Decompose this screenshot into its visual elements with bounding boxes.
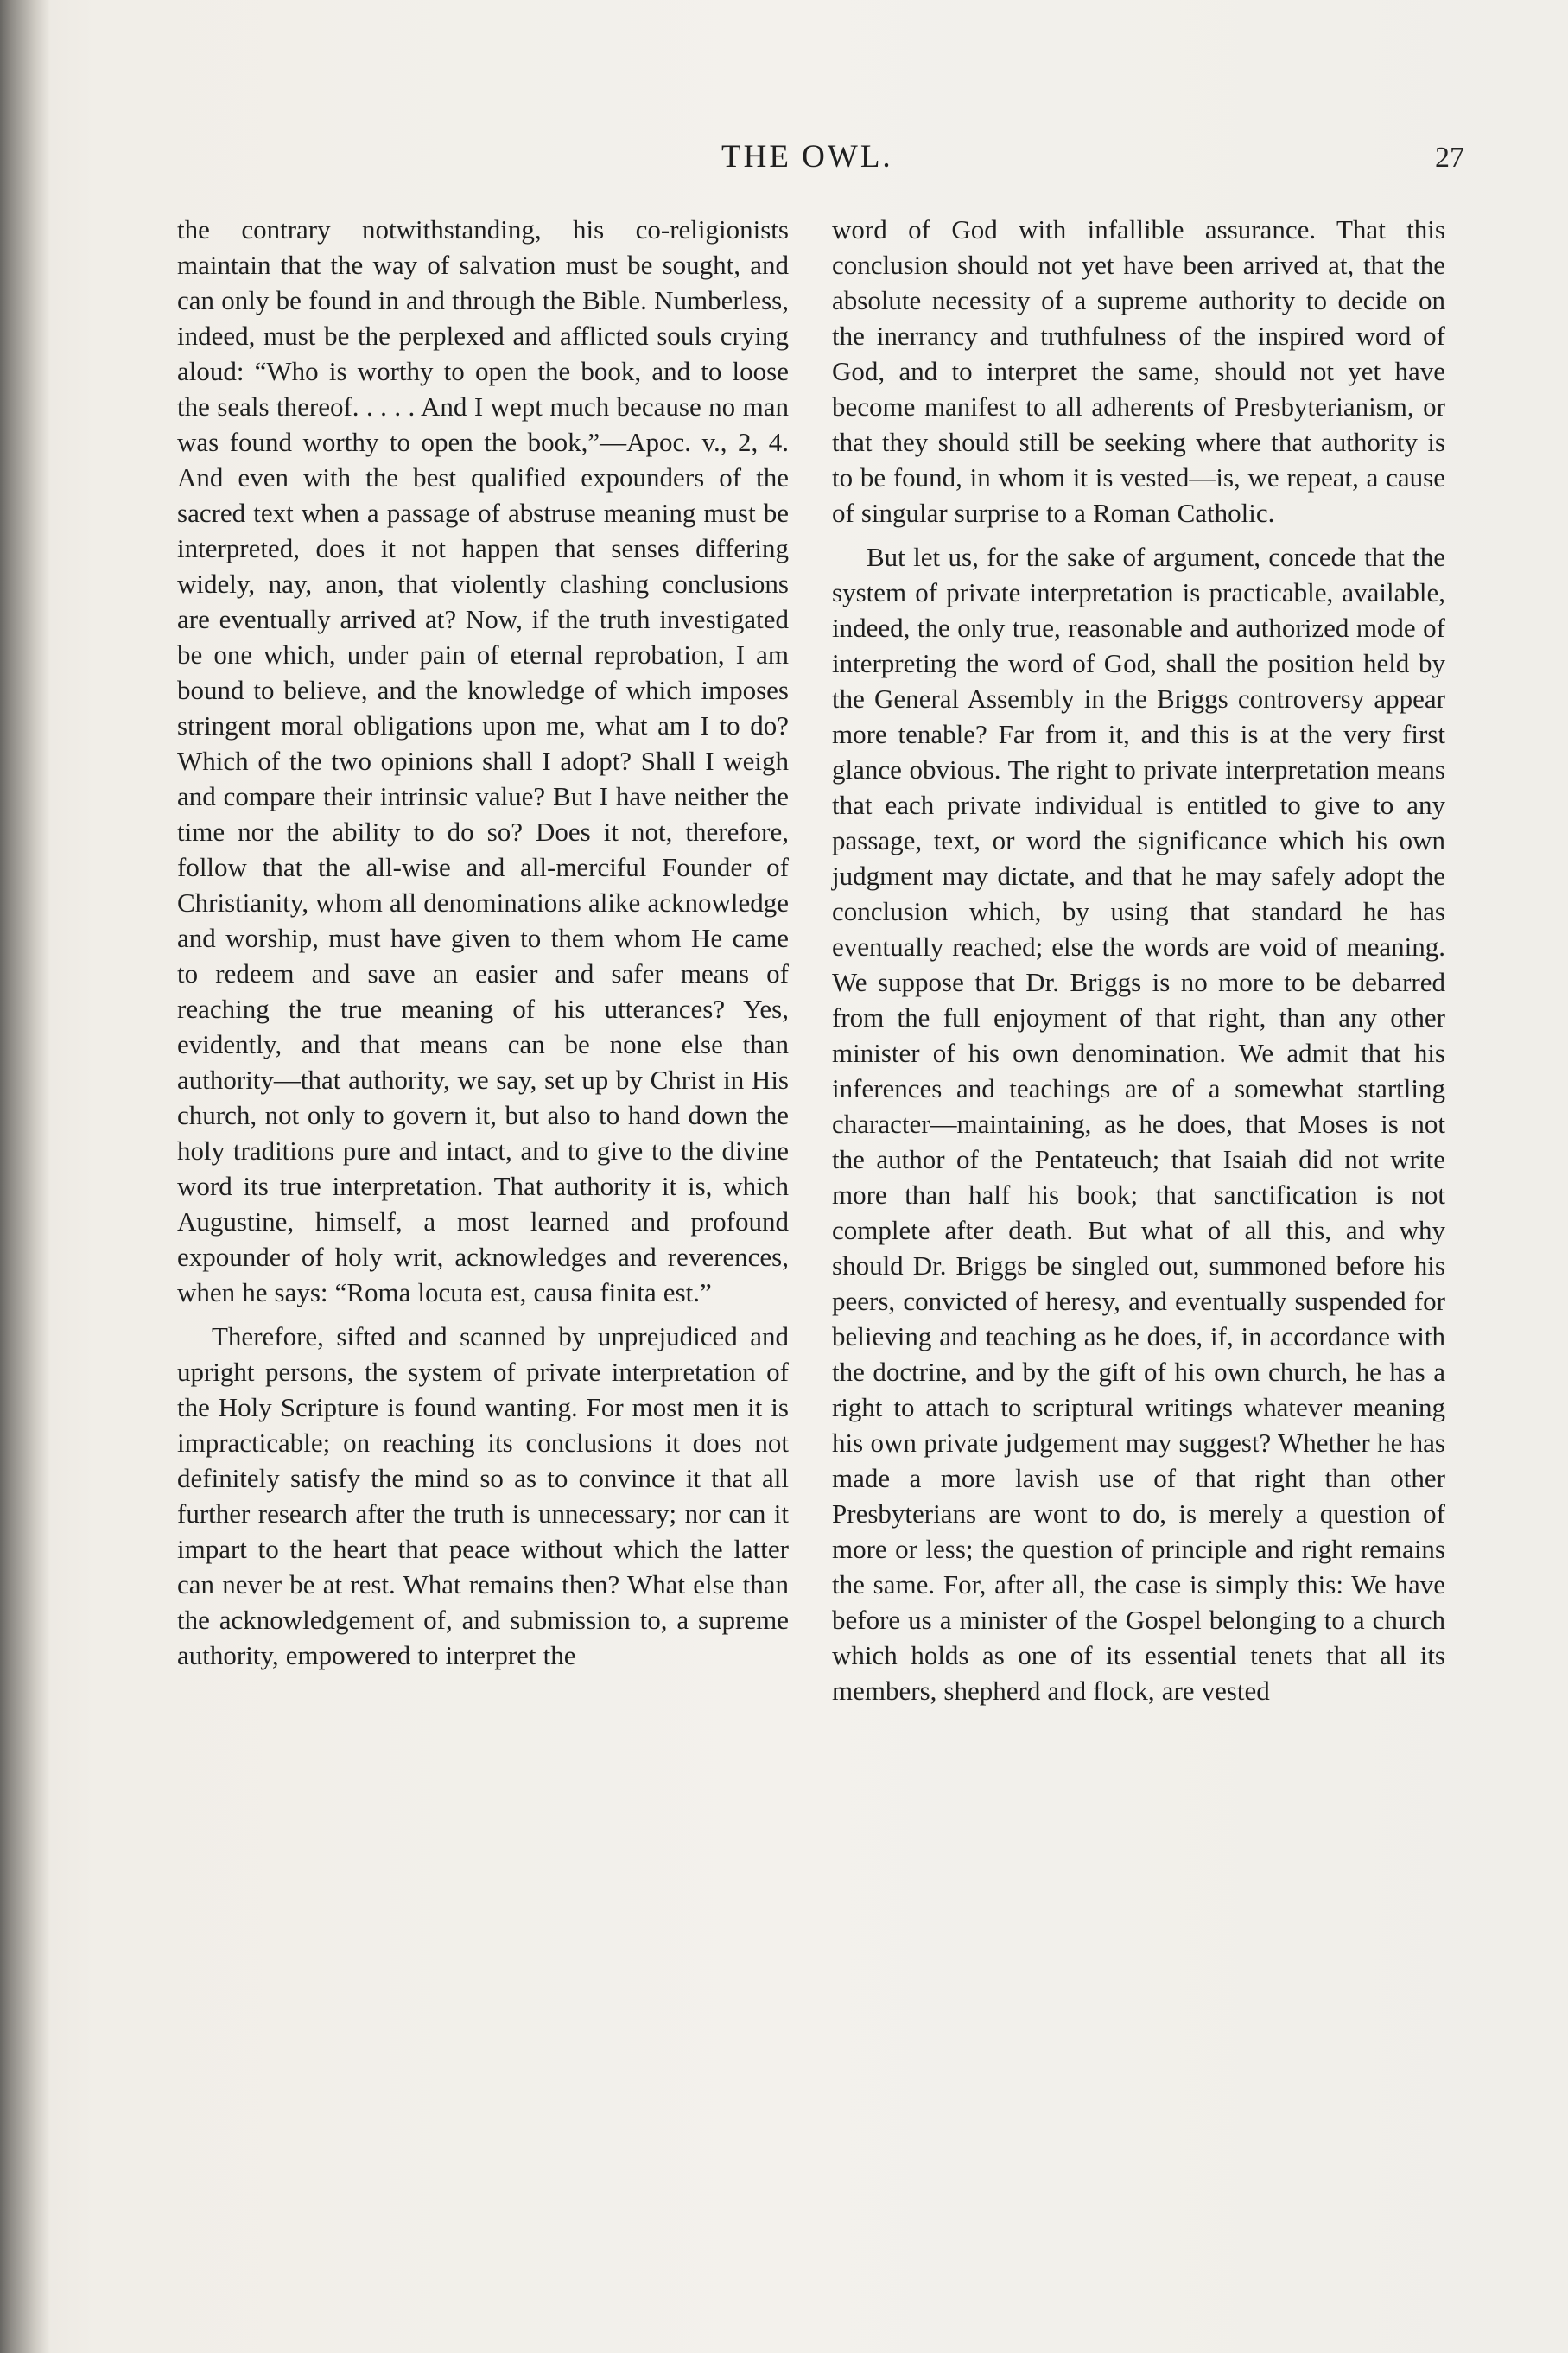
publication-title: THE OWL. [721,139,893,175]
right-paragraph-1: word of God with infallible assurance. That this conclusion should not yet have been arrived at, that the absolute necessity of a supreme authority to decide on the inerrancy and truthfulness of the inspired word of God, and to interpret the same, should not yet have become manifest to all adherents of Presbyterianism, or that they should still be seeking where that authority is to be found, in whom it is vested—is, we repeat, a cause of singular surprise to a Roman Catholic. [832,214,1445,528]
left-paragraph-2: Therefore, sifted and scanned by unprejudiced and upright persons, the system of private interpretation of the Holy Scripture is found wanting. For most men it is impracticable; on reaching its conclusions it does not definitely satisfy the mind so as to convince it that all further research after the truth is unnecessary; nor can it impart to the heart that peace without which the latter can never be at rest. What remains then? What else than the acknowledgement of, and submission to, a supreme authority, empowered to interpret the [177,1321,789,1670]
right-paragraph-2: But let us, for the sake of argument, concede that the system of private interpretation is practicable, available, indeed, the only true, reasonable and authorized mode of interpreting the word of God, shall the position held by the General Assembly in the Briggs controversy appear more tenable? Far from it, and this is at the very first glance obvious. The right to private interpretation means that each private individual is entitled to give to any passage, text, or word the significance which his own judgment may dictate, and that he may safely adopt the conclusion which, by using that standard he has eventually reached; else the words are void of meaning. We suppose that Dr. Briggs is no more to be debarred from the full enjoyment of that right, than any other minister of his own denomination. We admit that his inferences and teachings are of a somewhat startling character—maintaining, as he does, that Moses is not the author of the Pentateuch; that Isaiah did not write more than half his book; that sanctification is not complete after death. But what of all this, and why should Dr. Briggs be singled out, summoned before his peers, convicted of heresy, and eventually suspended for believing and teaching as he does, if, in accordance with the doctrine, and by the gift of his own church, he has a right to attach to scriptural writings whatever meaning his own private judgement may suggest? Whether he has made a more lavish use of that right than other Presbyterians are wont to do, is merely a question of more or less; the question of principle and right remains the same. For, after all, the case is simply this: We have before us a minister of the Gospel belonging to a church which holds as one of its essential tenets that all its members, shepherd and flock, are vested [832,542,1445,1706]
running-head [0,130,1568,181]
left-paragraph-1: the contrary notwithstanding, his co-religionists maintain that the way of salvation must be sought, and can only be found in and through the Bible. Numberless, indeed, must be the perplexed and afflicted souls crying aloud: “Who is worthy to open the book, and to loose the seals thereof. . . . . And I wept much because no man was found worthy to open the book,”—Apoc. v., 2, 4. And even with the best qualified expounders of the sacred text when a passage of abstruse meaning must be interpreted, does it not happen that senses differing widely, nay, anon, that violently clashing conclusions are eventually arrived at? Now, if the truth investigated be one which, under pain of eternal reprobation, I am bound to believe, and the knowledge of which imposes stringent moral obligations upon me, what am I to do? Which of the two opinions shall I adopt? Shall I weigh and compare their intrinsic value? But I have neither the time nor the ability to do so? Does it not, therefore, follow that the all-wise and all-merciful Founder of Christianity, whom all denominations alike acknowledge and worship, must have given to them whom He came to redeem and save an easier and safer means of reaching the true meaning of his utterances? Yes, evidently, and that means can be none else than authority—that authority, we say, set up by Christ in His church, not only to govern it, but also to hand down the holy traditions pure and intact, and to give to the divine word its true interpretation. That authority it is, which Augustine, himself, a most learned and profound expounder of holy writ, acknowledges and reverences, when he says: “Roma locuta est, causa finita est.” [177,214,789,1307]
right-text-column [832,212,1445,1708]
page-binding-edge [0,0,50,2353]
left-text-column [177,212,789,1673]
page-number: 27 [1435,142,1464,174]
